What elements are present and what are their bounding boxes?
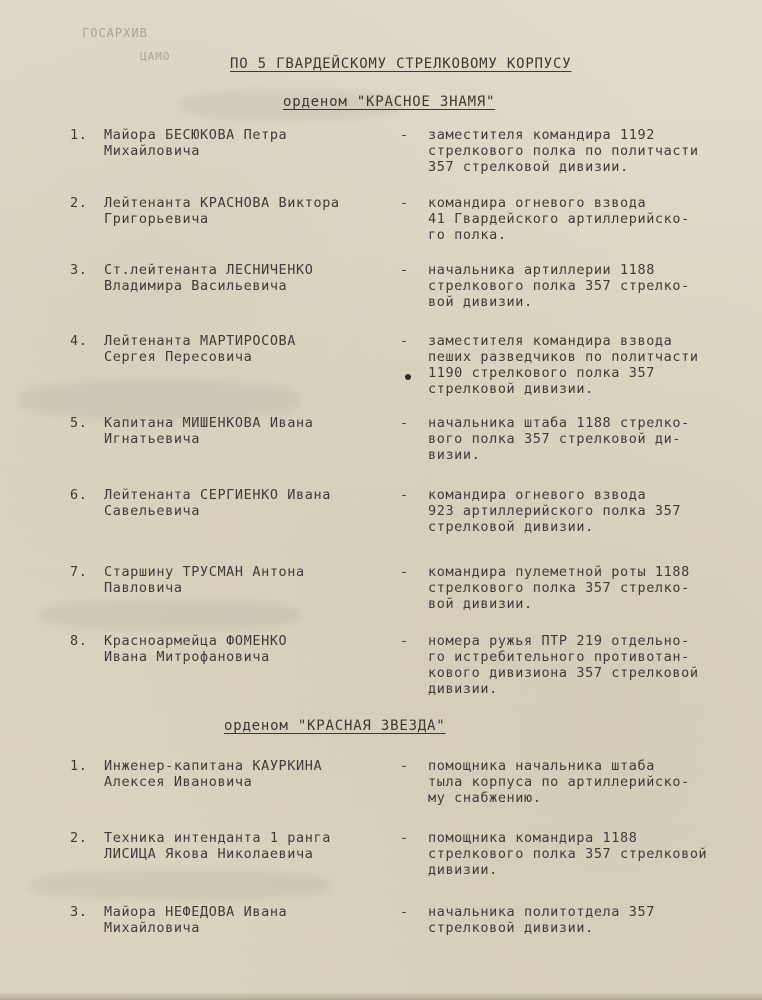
document-header: ПО 5 ГВАРДЕЙСКОМУ СТРЕЛКОВОМУ КОРПУСУ [230, 56, 572, 72]
separator-dash: - [400, 758, 409, 774]
recipient-position-line: стрелкового полка 357 стрелко- [428, 580, 690, 596]
recipient-position [428, 127, 699, 175]
recipient-position [428, 633, 699, 697]
recipient-position-line: дивизии. [428, 862, 498, 878]
recipient-position-line: номера ружья ПТР 219 отдельно- [428, 633, 690, 649]
recipient-position-line: му снабжению. [428, 790, 542, 806]
recipient-position-line: 1190 стрелкового полка 357 [428, 365, 655, 381]
recipient-position-line: стрелкового полка 357 стрелковой [428, 846, 708, 862]
entry-number: 1. [70, 127, 88, 143]
entry-number: 4. [70, 333, 88, 349]
recipient-name-line: Инженер-капитана КАУРКИНА [104, 758, 323, 774]
recipient-position-line: 357 стрелковой дивизии. [428, 159, 629, 175]
recipient-position-line: тыла корпуса по артиллерийско- [428, 774, 690, 790]
recipient-position-line: вой дивизии. [428, 294, 533, 310]
recipient-position [428, 487, 681, 535]
recipient-name [104, 830, 331, 862]
recipient-name-line: Капитана МИШЕНКОВА Ивана [104, 415, 314, 431]
recipient-position-line: командира пулеметной роты 1188 [428, 564, 690, 580]
recipient-name-line: ЛИСИЦА Якова Николаевича [104, 846, 314, 862]
recipient-position-line: командира огневого взвода [428, 487, 647, 503]
recipient-name [104, 127, 287, 159]
recipient-name [104, 758, 322, 790]
recipient-name [104, 564, 305, 596]
ink-dot [405, 374, 411, 380]
recipient-position [428, 195, 690, 243]
recipient-name [104, 195, 340, 227]
faded-stamp-secondary: ЦАМО [140, 50, 171, 63]
recipient-position-line: начальника артиллерии 1188 [428, 262, 655, 278]
recipient-name-line: Алексея Ивановича [104, 774, 253, 790]
entry-number: 6. [70, 487, 88, 503]
recipient-name-line: Михайловича [104, 920, 201, 936]
recipient-name-line: Сергея Пересовича [104, 349, 253, 365]
recipient-position-line: начальника политотдела 357 [428, 904, 655, 920]
recipient-name-line: Григорьевича [104, 211, 209, 227]
recipient-position-line: командира огневого взвода [428, 195, 647, 211]
recipient-position [428, 830, 707, 878]
recipient-position-line: го истребительного противотан- [428, 649, 690, 665]
separator-dash: - [400, 415, 409, 431]
entry-number: 1. [70, 758, 88, 774]
recipient-position-line: начальника штаба 1188 стрелко- [428, 415, 690, 431]
recipient-position-line: стрелкового полка по политчасти [428, 143, 699, 159]
entry-number: 3. [70, 904, 88, 920]
bleed-through-smudge [40, 600, 300, 630]
faded-stamp: ГОСАРХИВ [82, 26, 148, 40]
recipient-name-line: Лейтенанта МАРТИРОСОВА [104, 333, 297, 349]
entry-number: 2. [70, 830, 88, 846]
recipient-position [428, 564, 690, 612]
recipient-position-line: стрелкового полка 357 стрелко- [428, 278, 690, 294]
recipient-name [104, 487, 331, 519]
recipient-name [104, 904, 287, 936]
bleed-through-smudge [20, 380, 300, 420]
separator-dash: - [400, 487, 409, 503]
recipient-position-line: кового дивизиона 357 стрелковой [428, 665, 699, 681]
entry-number: 3. [70, 262, 88, 278]
recipient-name [104, 262, 313, 294]
recipient-position-line: заместителя командира взвода [428, 333, 673, 349]
separator-dash: - [400, 564, 409, 580]
section-title: орденом "КРАСНОЕ ЗНАМЯ" [283, 94, 496, 110]
recipient-name-line: Игнатьевича [104, 431, 201, 447]
bleed-through-smudge [30, 870, 330, 900]
recipient-position [428, 333, 699, 397]
recipient-name [104, 333, 296, 365]
recipient-position-line: пеших разведчиков по политчасти [428, 349, 699, 365]
recipient-position-line: визии. [428, 447, 481, 463]
recipient-position [428, 904, 655, 936]
recipient-name-line: Майора БЕСЮКОВА Петра [104, 127, 288, 143]
recipient-position-line: заместителя командира 1192 [428, 127, 655, 143]
recipient-position [428, 758, 690, 806]
recipient-name-line: Михайловича [104, 143, 201, 159]
recipient-name [104, 415, 313, 447]
recipient-name [104, 633, 287, 665]
recipient-name-line: Савельевича [104, 503, 201, 519]
entry-number: 7. [70, 564, 88, 580]
recipient-name-line: Техника интенданта 1 ранга [104, 830, 331, 846]
recipient-position-line: 923 артиллерийского полка 357 [428, 503, 682, 519]
recipient-position-line: го полка. [428, 227, 507, 243]
recipient-position-line: вого полка 357 стрелковой ди- [428, 431, 682, 447]
recipient-name-line: Майора НЕФЕДОВА Ивана [104, 904, 288, 920]
recipient-position-line: стрелковой дивизии. [428, 381, 594, 397]
recipient-position-line: вой дивизии. [428, 596, 533, 612]
recipient-name-line: Красноармейца ФОМЕНКО [104, 633, 288, 649]
separator-dash: - [400, 127, 409, 143]
paper-edge [0, 992, 762, 1000]
entry-number: 5. [70, 415, 88, 431]
separator-dash: - [400, 195, 409, 211]
separator-dash: - [400, 830, 409, 846]
recipient-name-line: Лейтенанта КРАСНОВА Виктора [104, 195, 340, 211]
entry-number: 8. [70, 633, 88, 649]
recipient-position-line: помощника командира 1188 [428, 830, 638, 846]
recipient-name-line: Старшину ТРУСМАН Антона [104, 564, 305, 580]
recipient-position-line: 41 Гвардейского артиллерийско- [428, 211, 690, 227]
recipient-position [428, 262, 690, 310]
entry-number: 2. [70, 195, 88, 211]
recipient-name-line: Ст.лейтенанта ЛЕСНИЧЕНКО [104, 262, 314, 278]
recipient-name-line: Владимира Васильевича [104, 278, 288, 294]
recipient-name-line: Лейтенанта СЕРГИЕНКО Ивана [104, 487, 331, 503]
separator-dash: - [400, 333, 409, 349]
recipient-position-line: стрелковой дивизии. [428, 920, 594, 936]
separator-dash: - [400, 633, 409, 649]
recipient-position [428, 415, 690, 463]
recipient-name-line: Павловича [104, 580, 183, 596]
recipient-position-line: стрелковой дивизии. [428, 519, 594, 535]
section-title: орденом "КРАСНАЯ ЗВЕЗДА" [224, 718, 446, 734]
separator-dash: - [400, 904, 409, 920]
recipient-position-line: дивизии. [428, 681, 498, 697]
separator-dash: - [400, 262, 409, 278]
recipient-position-line: помощника начальника штаба [428, 758, 655, 774]
recipient-name-line: Ивана Митрофановича [104, 649, 270, 665]
